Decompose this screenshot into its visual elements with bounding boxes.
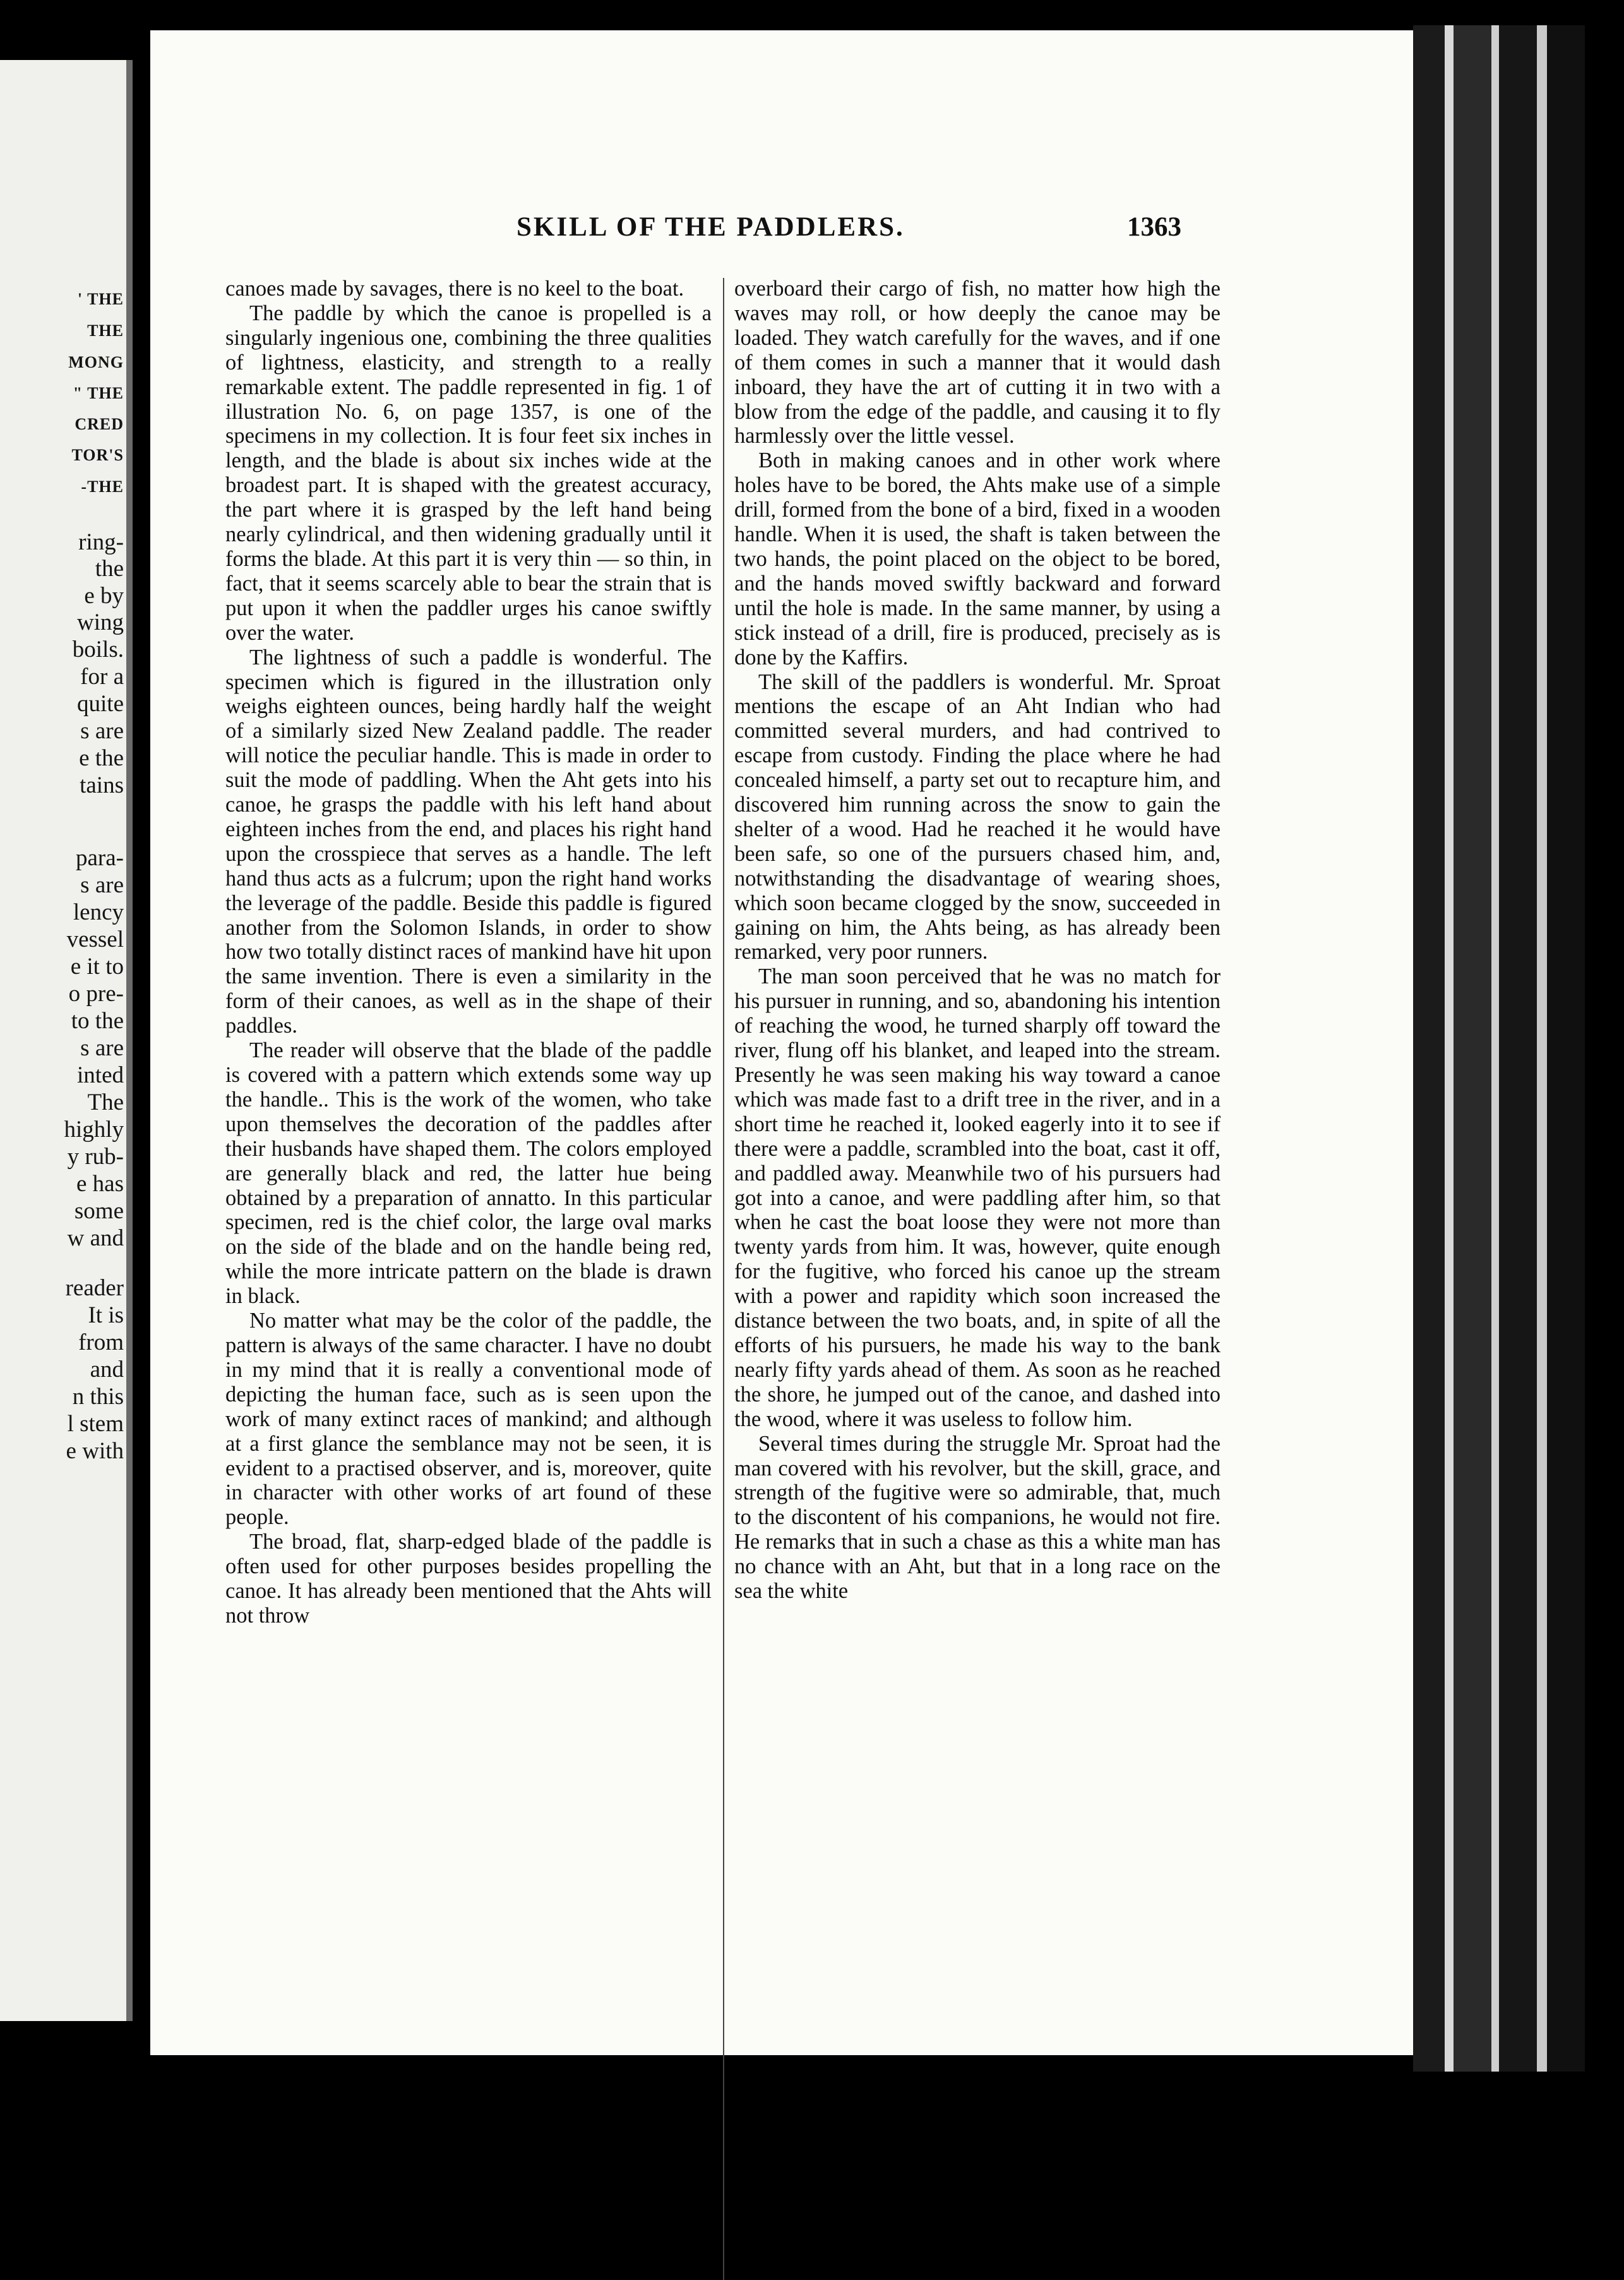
left-page-fragment: e by xyxy=(84,583,124,609)
left-page-fragment: inted xyxy=(77,1062,124,1088)
page-number: 1363 xyxy=(1127,212,1181,242)
paragraph: The broad, flat, sharp-edged blade of the paddle is often used for other purposes besides propelling the canoe. It has already been mentioned that the Ahts will not throw xyxy=(225,1530,712,1628)
book-edge xyxy=(1537,25,1547,2072)
left-page-fragment: The xyxy=(87,1089,124,1115)
paragraph: canoes made by savages, there is no keel to the boat. xyxy=(225,277,684,301)
left-page-fragment: boils. xyxy=(72,637,124,663)
left-page-fragment: wing xyxy=(77,609,124,635)
book-edge xyxy=(1445,25,1454,2072)
paragraph: The paddle by which the canoe is propelled is a singularly ingenious one, combining the three qualities of lightness, elasticity, and strength to a really remarkable extent. The paddle represented in fig. 1 of illustration No. 6, on page 1357, is one of the specimens in my collection. It is four feet six inches in length, and the blade is about six inches wide at the broadest part. It is shaped with the greatest accuracy, the part where it is grasped by the left hand being nearly cylindrical, and then widening gradually until it forms the blade. At this part it is very thin — so thin, in fact, that it seems scarcely able to bear the strain that is put upon it when the paddler urges his canoe swiftly over the water. xyxy=(225,301,712,645)
left-page-fragment: vessel xyxy=(66,927,124,952)
book-edge xyxy=(1413,25,1445,2072)
left-page-fragment: MONG xyxy=(68,353,124,371)
left-page-fragment: e with xyxy=(66,1438,124,1464)
column-divider xyxy=(723,278,724,2280)
paragraph: The man soon perceived that he was no match for his pursuer in running, and so, abandoning his intention of reaching the wood, he turned sharply off toward the river, flung off his blanket, and leaped into the stream. Presently he was seen making his way toward a canoe which was made fast to a drift tree in the river, and in a short time he reached it, looked eagerly into it to see if there were a paddle, scrambled into the boat, cast it off, and paddled away. Meanwhile two of his pursuers had got into a canoe, and were paddling after him, so that when he cast the boat loose they were not more than twenty yards from him. It was, however, quite enough for the fugitive, who forced his canoe up the stream with a power and rapidity which soon increased the distance between the two boats, and, in spite of all the efforts of his pursuers, he made his way to the bank nearly fifty yards ahead of them. As soon as he reached the shore, he jumped out of the canoe, and dashed into the wood, where it was useless to follow him. xyxy=(734,964,1221,1431)
left-page-fragment: TOR'S xyxy=(71,446,124,464)
left-page-fragment: l stem xyxy=(67,1411,124,1437)
left-page-fragment: It is xyxy=(88,1302,124,1328)
paragraph: Both in making canoes and in other work where holes have to be bored, the Ahts make use of a simple drill, formed from the bone of a bird, fixed in a wooden handle. When it is used, the shaft is taken between the two hands, the point placed on the object to be bored, and the hands moved swiftly backward and forward until the hole is made. In the same manner, by using a stick instead of a drill, fire is produced, precisely as is done by the Kaffirs. xyxy=(734,448,1221,669)
left-page-fragment: n this xyxy=(72,1384,124,1410)
left-page-fragment: CRED xyxy=(75,415,124,433)
book-edge xyxy=(1547,25,1585,2072)
left-page-fragment: e it to xyxy=(70,954,124,980)
left-page-fragment: s are xyxy=(80,1035,124,1061)
left-page-fragment: w and xyxy=(67,1225,124,1251)
left-page-fragment: lency xyxy=(73,899,124,925)
left-page-fragment: for a xyxy=(80,664,124,690)
book-edge xyxy=(1454,25,1491,2072)
book-edge xyxy=(1499,25,1537,2072)
left-page-fragment: some xyxy=(74,1198,124,1224)
book-edge xyxy=(1491,25,1499,2072)
paragraph: The lightness of such a paddle is wonderful. The specimen which is figured in the illustration only weighs eighteen ounces, being hardly half the weight of a similarly sized New Zealand paddle. The reader will notice the peculiar handle. This is made in order to suit the mode of paddling. When the Aht gets into his canoe, he grasps the paddle with his left hand about eighteen inches from the end, and places his right hand upon the crosspiece that serves as a handle. The left hand thus acts as a fulcrum; upon the right hand works the leverage of the paddle. Beside this paddle is figured another from the Solomon Islands, in order to show how two totally distinct races of mankind have hit upon the same invention. There is even a similarity in the form of their canoes, as well as in the shape of their paddles. xyxy=(225,645,712,1038)
left-page-fragment: and xyxy=(90,1357,124,1383)
left-page-fragment: THE xyxy=(87,321,124,340)
left-page-fragment: highly xyxy=(64,1117,124,1143)
text-column-left xyxy=(225,277,712,1628)
left-page-fragment: tains xyxy=(80,772,124,798)
left-page-fragment: o pre- xyxy=(68,981,124,1007)
paragraph: overboard their cargo of fish, no matter how high the waves may roll, or how deeply the canoe may be loaded. They watch carefully for the waves, and if one of them comes in such a manner that it would dash inboard, they have the art of cutting it in two with a blow from the edge of the paddle, and causing it to fly harmlessly over the little vessel. xyxy=(734,277,1221,448)
paragraph: The reader will observe that the blade of the paddle is covered with a pattern which extends some way up the handle.. This is the work of the women, who take upon themselves the decoration of the paddles after their husbands have shaped them. The colors employed are generally black and red, the latter hue being obtained by a preparation of annatto. In this particular specimen, red is the chief color, the large oval marks on the side of the blade and on the handle being red, while the more intricate pattern on the blade is drawn in black. xyxy=(225,1038,712,1309)
left-page-fragment: y rub- xyxy=(67,1144,124,1170)
text-column-right xyxy=(734,277,1221,1604)
left-page-fragment: e the xyxy=(79,745,124,771)
running-head: SKILL OF THE PADDLERS. xyxy=(516,212,905,242)
left-page-fragment: from xyxy=(78,1329,124,1355)
left-page-fragment: ' THE xyxy=(77,290,124,308)
left-page-fragment: s are xyxy=(80,718,124,744)
left-facing-page xyxy=(0,60,133,2021)
left-page-fragment: ring- xyxy=(78,529,124,555)
paragraph: Several times during the struggle Mr. Sproat had the man covered with his revolver, but the skill, grace, and strength of the fugitive were so admirable, that, much to the discontent of his companions, he would not fire. He remarks that in such a chase as this a white man has no chance with an Aht, but that in a long race on the sea the white xyxy=(734,1431,1221,1604)
paragraph: No matter what may be the color of the paddle, the pattern is always of the same character. I have no doubt in my mind that it is really a conventional mode of depicting the human face, such as is seen upon the work of many extinct races of mankind; and although at a first glance the semblance may not be seen, it is evident to a practised observer, and is, moreover, quite in character with other works of art found of these people. xyxy=(225,1309,712,1530)
left-page-fragment: s are xyxy=(80,872,124,898)
left-page-fragment: quite xyxy=(77,691,124,717)
paragraph: The skill of the paddlers is wonderful. Mr. Sproat mentions the escape of an Aht Indian who had committed several murders, and had contrived to escape from custody. Finding the place where he had concealed himself, a party set out to recapture him, and discovered him running across the snow to gain the shelter of a wood. Had he reached it he would have been safe, so one of the pursuers chased him, and, notwithstanding the disadvantage of wearing shoes, which soon became clogged by the snow, succeeded in gaining on him, the Ahts being, as has already been remarked, very poor runners. xyxy=(734,669,1221,964)
left-page-fragment: reader xyxy=(65,1275,124,1301)
left-page-fragment: to the xyxy=(71,1008,124,1034)
left-page-fragment: e has xyxy=(76,1171,124,1197)
left-page-fragment: -THE xyxy=(81,477,124,496)
left-page-fragment: the xyxy=(95,556,124,582)
left-page-fragment: " THE xyxy=(73,384,124,402)
left-page-fragment: para- xyxy=(76,845,124,871)
